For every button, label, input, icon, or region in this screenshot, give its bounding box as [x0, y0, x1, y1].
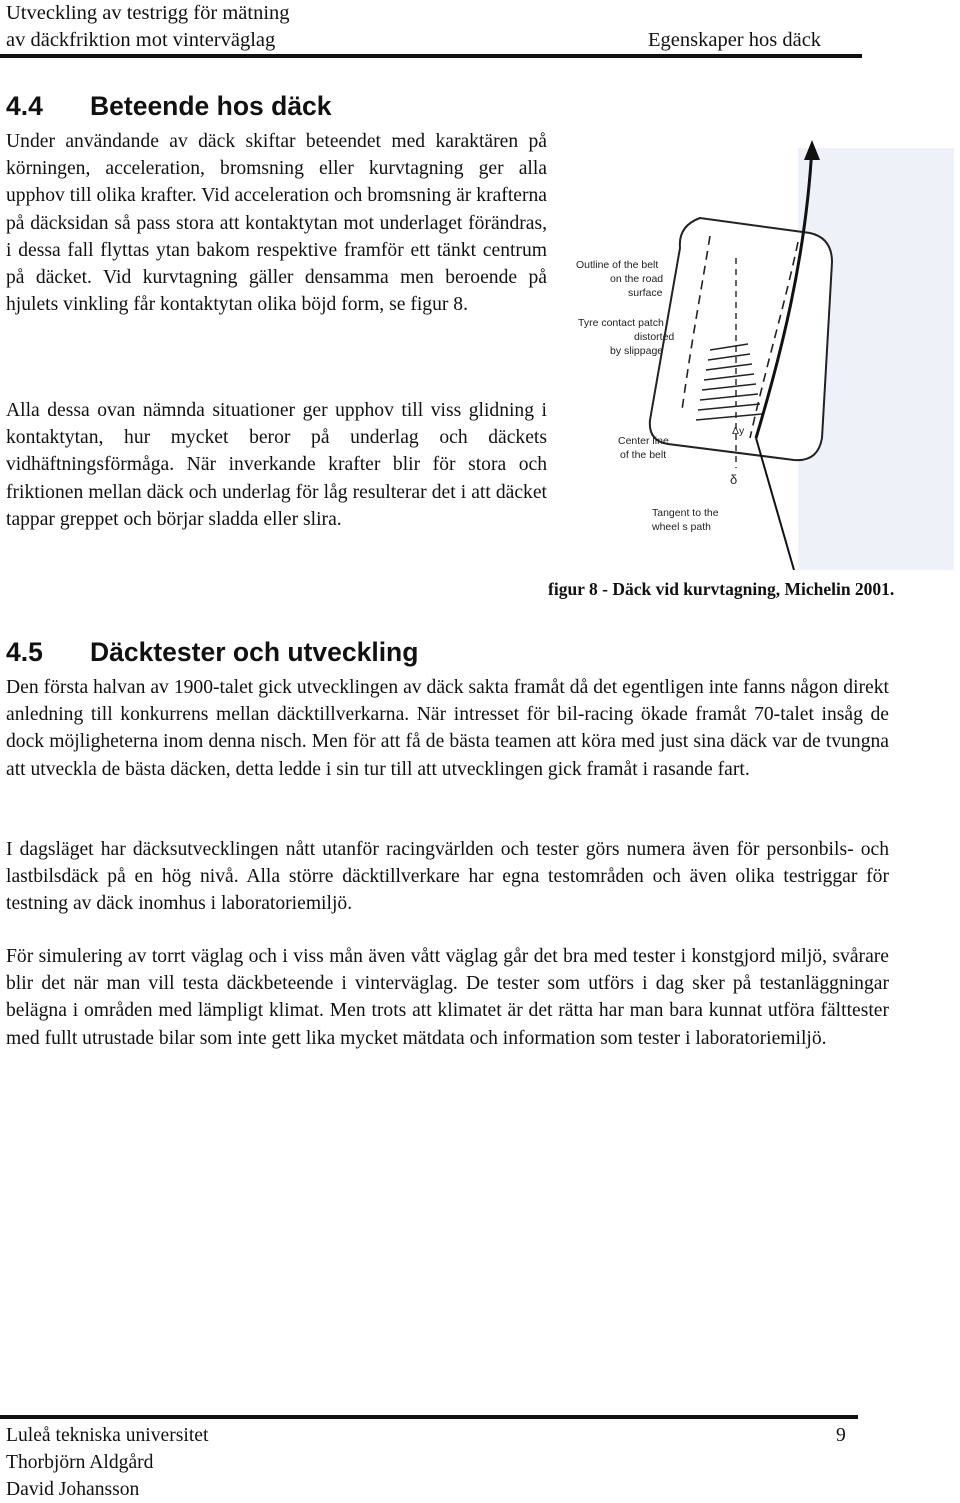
- section-45-title: Däcktester och utveckling: [90, 637, 419, 667]
- section-44-heading: [6, 90, 332, 122]
- section-45-paragraph-2: I dagsläget har däcksutvecklingen nått utanför racingvärlden och tester görs numera även för personbils- och lastbilsdäck på en hög nivå. Alla större däcktillverkare har egna testområden och även olika testriggar för testning av däck inomhus i laboratoriemiljö.: [6, 839, 889, 915]
- label-contact-3: by slippage: [610, 345, 664, 357]
- label-outline-3: surface: [628, 287, 663, 299]
- label-tangent-1: Tangent to the: [652, 507, 719, 519]
- label-delta-y: Δy: [732, 425, 745, 437]
- section-45-heading: [6, 636, 418, 668]
- footer-author-1: Thorbjörn Aldgård: [6, 1452, 154, 1473]
- label-outline-1: Outline of the belt: [576, 259, 659, 271]
- label-tangent-2: wheel s path: [652, 521, 711, 533]
- belt-outline-shape: [650, 218, 832, 460]
- footer-rule: [0, 1415, 858, 1419]
- footer-university: Luleå tekniska universitet: [6, 1425, 209, 1446]
- footer-author-2: David Johansson: [6, 1479, 140, 1500]
- label-outline-2: on the road: [610, 273, 664, 285]
- label-center-1: Center line: [618, 435, 669, 447]
- section-45-paragraph-3: För simulering av torrt väglag och i viss mån även vått väglag går det bra med tester i konstgjord miljö, svårare blir det när man vill testa däckbeteende i vinterväglag. De tester som utförs i dag sker på testanläggningar belägna i områden med lämpligt klimat. Men trots att klimatet är det rätta har man bara kunnat utföra fälttester med fullt utrustade bilar som inte gett lika mycket mätdata och information som tester i laboratoriemiljö.: [6, 946, 889, 1049]
- section-44-title: Beteende hos däck: [90, 91, 332, 121]
- figure-8-caption: figur 8 - Däck vid kurvtagning, Michelin 2001.: [548, 579, 895, 599]
- figure-8-tire-cornering: [560, 138, 956, 570]
- header-rule: [0, 54, 862, 58]
- section-44-paragraph-2: Alla dessa ovan nämnda situationer ger upphov till viss glidning i kontaktytan, hur mycket beror på underlag och däckets vidhäftningsförmåga. När inverkande krafter blir för stora och friktionen mellan däck och underlag för låg resulterar det i att däcket tappar greppet och börjar sladda eller slira.: [6, 400, 547, 530]
- section-44-paragraph-1: Under användande av däck skiftar beteendet med karaktären på körningen, acceleration, bromsning eller kurvtagning ger alla upphov till olika krafter. Vid acceleration och bromsning är krafterna på däcksidan så pass stora att kontaktytan mot underlaget förändras, i dessa fall flyttas ytan bakom respektive framför ett tänkt centrum på däcket. Vid kurvtagning gäller densamma men beroende på hjulets vinkling får kontaktytan olika böjd form, se figur 8.: [6, 131, 547, 316]
- figure-8-diagram: [560, 138, 956, 570]
- label-contact-1: Tyre contact patch: [578, 317, 664, 329]
- section-45-paragraph-1: Den första halvan av 1900-talet gick utvecklingen av däck sakta framåt då det egentligen inte fanns någon direkt anledning till konkurrens mellan däcktillverkarna. När intresset för bil-racing ökade framåt 70-talet insåg de dock möjligheterna inom denna nisch. Men för att få de bästa teamen att köra med just sina däck var de tvungna att utveckla de bästa däcken, detta ledde i sin tur till att utvecklingen gick framåt i rasande fart.: [6, 677, 889, 780]
- header-title-line2: av däckfriktion mot vinterväglag: [6, 29, 276, 51]
- label-slip-angle: δ: [730, 472, 738, 487]
- header-title-line1: Utveckling av testrigg för mätning: [6, 2, 290, 24]
- section-44-number: 4.4: [6, 91, 43, 121]
- label-contact-2: distorted: [634, 331, 675, 343]
- header-chapter: Egenskaper hos däck: [648, 29, 822, 51]
- section-45-number: 4.5: [6, 637, 43, 667]
- footer-page-number: 9: [836, 1425, 846, 1446]
- label-center-2: of the belt: [620, 449, 667, 461]
